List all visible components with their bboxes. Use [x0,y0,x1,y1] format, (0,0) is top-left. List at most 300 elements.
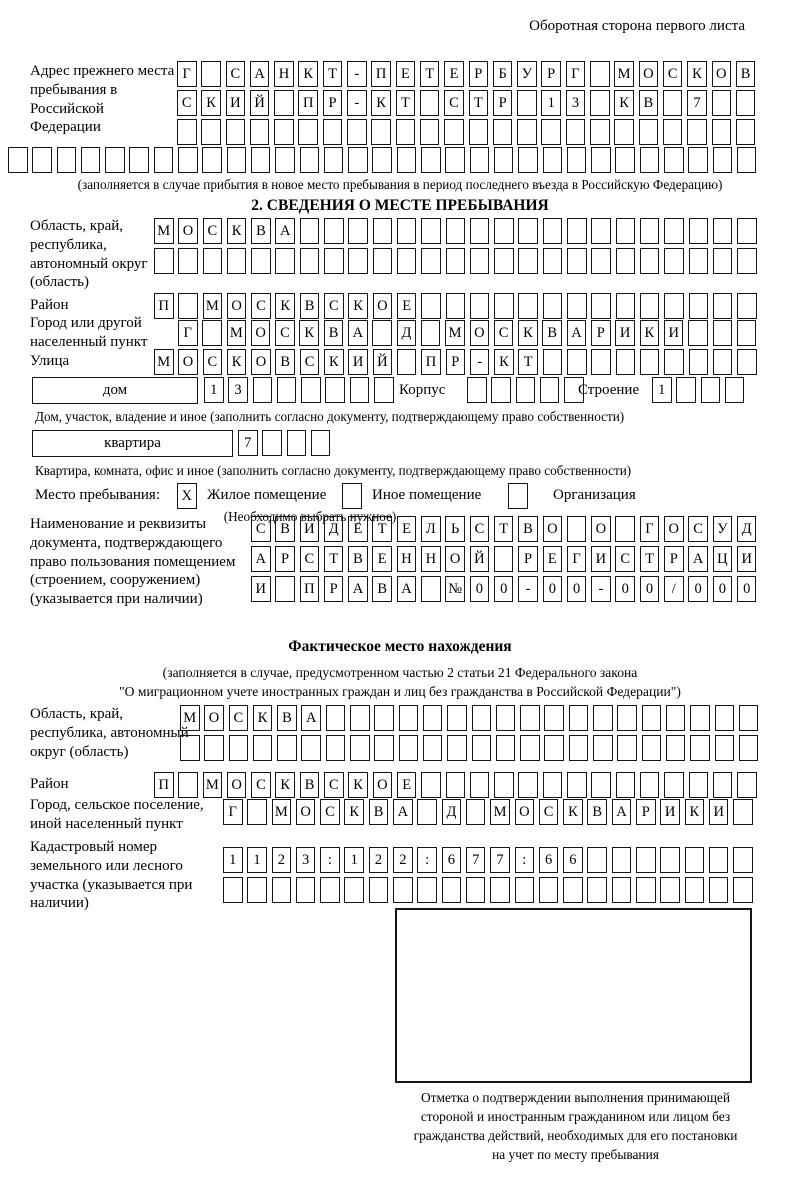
char-cell: О [227,293,247,319]
char-cell: С [470,516,490,542]
char-cell [664,147,684,173]
char-cell [591,218,611,244]
char-cell: Ц [713,546,733,572]
char-cell [397,349,417,375]
char-cell: А [275,218,295,244]
document-row-1 [251,516,761,542]
char-cell: В [639,90,659,116]
char-cell [399,705,419,731]
char-cell: 1 [247,847,267,873]
char-cell [300,147,320,173]
char-cell [640,293,660,319]
char-cell: Е [372,546,392,572]
char-cell [421,772,441,798]
char-cell [688,147,708,173]
char-cell: С [203,218,223,244]
char-cell [591,772,611,798]
char-cell [689,218,709,244]
char-cell: Р [636,799,656,825]
stroenie-row [652,377,749,403]
char-cell [664,293,684,319]
char-cell [247,877,267,903]
char-cell [725,377,745,403]
char-cell [701,377,721,403]
char-cell: В [369,799,389,825]
char-cell [567,293,587,319]
char-cell [663,90,683,116]
char-cell [262,430,282,456]
char-cell [616,248,636,274]
city-row [178,320,761,346]
char-cell [593,705,613,731]
char-cell: Р [324,576,344,602]
char-cell [733,799,753,825]
char-cell: С [444,90,464,116]
char-cell [348,218,368,244]
char-cell: 0 [567,576,587,602]
char-cell: Т [323,61,343,87]
char-cell [617,705,637,731]
char-cell: К [324,349,344,375]
stay-type-other-label: Иное помещение [372,487,482,503]
char-cell [251,147,271,173]
char-cell: А [393,799,413,825]
actual-location-note-2: "О миграционном учете иностранных граждан и лиц без гражданства в Российской Федерации") [119,684,681,699]
char-cell: - [591,576,611,602]
char-cell: К [614,90,634,116]
char-cell [616,772,636,798]
char-cell: Д [737,516,757,542]
char-cell: К [253,705,273,731]
apartment-note: Квартира, комната, офис и иное (заполнить согласно документу, подтверждающему право собственности) [35,463,632,478]
char-cell: С [663,61,683,87]
char-cell: У [517,61,537,87]
char-cell [508,483,528,509]
char-cell: С [324,293,344,319]
char-cell: И [226,90,246,116]
char-cell: М [180,705,200,731]
char-cell [423,735,443,761]
char-cell: 2 [393,847,413,873]
char-cell [348,147,368,173]
char-cell [275,576,295,602]
char-cell: А [397,576,417,602]
char-cell: С [251,772,271,798]
char-cell [247,799,267,825]
char-cell [350,735,370,761]
cadastre-row-2 [223,877,758,903]
char-cell: О [373,293,393,319]
cadastre-row-1 [223,847,758,873]
char-cell: В [275,349,295,375]
char-cell: М [445,320,465,346]
house-number-row [204,377,398,403]
char-cell: Р [275,546,295,572]
char-cell [615,516,635,542]
char-cell: Й [373,349,393,375]
char-cell: К [494,349,514,375]
char-cell: К [348,293,368,319]
stamp-area [395,908,752,1083]
char-cell: В [587,799,607,825]
char-cell: И [300,516,320,542]
char-cell: Д [442,799,462,825]
char-cell [204,735,224,761]
actual-region-label: Область, край, республика, автономный округ (область) [30,706,189,760]
actual-location-title: Фактическое место нахождения [288,638,512,655]
char-cell [275,248,295,274]
char-cell [713,349,733,375]
char-cell [617,735,637,761]
char-cell: О [543,516,563,542]
char-cell [712,90,732,116]
char-cell [287,430,307,456]
char-cell [715,705,735,731]
char-cell [639,119,659,145]
char-cell [569,705,589,731]
actual-region-row-1 [180,705,763,731]
char-cell [616,349,636,375]
char-cell [544,735,564,761]
char-cell: № [445,576,465,602]
char-cell [737,320,757,346]
char-cell [470,147,490,173]
char-cell: 0 [470,576,490,602]
char-cell [739,705,759,731]
char-cell [201,119,221,145]
city-label: Город или другой населенный пункт [30,315,148,350]
char-cell [736,119,756,145]
char-cell: X [177,483,197,509]
char-cell [229,735,249,761]
char-cell: 1 [541,90,561,116]
char-cell: 0 [615,576,635,602]
char-cell [544,705,564,731]
stamp-note-line-1: Отметка о подтверждении выполнения принимающей [420,1090,731,1105]
char-cell [470,218,490,244]
char-cell: - [518,576,538,602]
char-cell [690,735,710,761]
char-cell: Г [177,61,197,87]
document-row-3 [251,576,761,602]
stay-type-residential-checkbox [177,483,201,509]
char-cell [301,735,321,761]
char-cell: Г [566,61,586,87]
char-cell: С [275,320,295,346]
char-cell [541,119,561,145]
house-type-box: дом [32,377,198,404]
char-cell [446,218,466,244]
char-cell [444,119,464,145]
char-cell: 1 [344,847,364,873]
char-cell: 6 [563,847,583,873]
char-cell [251,248,271,274]
char-cell: К [563,799,583,825]
region-row-2 [154,248,761,274]
char-cell: Е [543,546,563,572]
char-cell: : [320,847,340,873]
char-cell [685,877,705,903]
char-cell [129,147,149,173]
char-cell: Е [396,61,416,87]
char-cell: 1 [652,377,672,403]
char-cell: А [688,546,708,572]
char-cell: И [660,799,680,825]
char-cell [713,248,733,274]
char-cell: М [614,61,634,87]
char-cell [491,377,511,403]
char-cell [496,705,516,731]
char-cell: 7 [466,847,486,873]
char-cell: 0 [737,576,757,602]
char-cell [593,735,613,761]
char-cell [300,218,320,244]
char-cell [688,320,708,346]
prev-address-note: (заполняется в случае прибытия в новое место пребывания в период последнего въезда в Российскую Федерацию) [77,177,723,192]
char-cell [543,248,563,274]
char-cell [421,293,441,319]
char-cell: С [177,90,197,116]
section2-title: 2. СВЕДЕНИЯ О МЕСТЕ ПРЕБЫВАНИЯ [251,197,549,214]
char-cell: М [203,772,223,798]
char-cell [616,293,636,319]
char-cell [344,877,364,903]
char-cell: Т [469,90,489,116]
char-cell: В [372,576,392,602]
char-cell: 2 [272,847,292,873]
char-cell [154,248,174,274]
char-cell [350,705,370,731]
char-cell [591,349,611,375]
char-cell [612,877,632,903]
actual-city-row [223,799,758,825]
char-cell [663,119,683,145]
char-cell: А [250,61,270,87]
char-cell [421,576,441,602]
stamp-note-line-3: гражданства действий, необходимых для его постановки [413,1128,738,1144]
char-cell [591,147,611,173]
char-cell [446,248,466,274]
char-cell [517,119,537,145]
char-cell: / [664,576,684,602]
prev-address-row-1 [177,61,760,87]
char-cell: А [612,799,632,825]
char-cell [374,705,394,731]
char-cell: С [226,61,246,87]
char-cell [666,705,686,731]
char-cell [539,877,559,903]
char-cell [660,847,680,873]
char-cell: Т [396,90,416,116]
char-cell [374,377,394,403]
page-header-note: Оборотная сторона первого листа [529,18,745,34]
char-cell [567,772,587,798]
char-cell: 3 [566,90,586,116]
char-cell [737,218,757,244]
char-cell: К [227,218,247,244]
char-cell [713,293,733,319]
char-cell [715,735,735,761]
char-cell [396,119,416,145]
char-cell: Т [420,61,440,87]
char-cell [324,248,344,274]
prev-address-label: Адрес прежнего места пребывания в Российской Федерации [30,63,175,136]
char-cell: К [344,799,364,825]
char-cell [350,377,370,403]
char-cell: С [615,546,635,572]
char-cell [300,248,320,274]
char-cell: 1 [223,847,243,873]
stay-type-org-checkbox [508,483,532,509]
char-cell [689,293,709,319]
char-cell: М [154,218,174,244]
char-cell: Р [446,349,466,375]
char-cell [272,877,292,903]
char-cell: В [518,516,538,542]
char-cell [543,147,563,173]
char-cell [178,248,198,274]
char-cell: С [324,772,344,798]
char-cell [737,147,757,173]
char-cell: В [736,61,756,87]
char-cell: И [591,546,611,572]
char-cell: : [515,847,535,873]
char-cell [494,147,514,173]
char-cell [737,772,757,798]
char-cell [590,119,610,145]
char-cell: П [154,772,174,798]
char-cell [636,877,656,903]
char-cell [417,799,437,825]
char-cell: - [347,61,367,87]
char-cell [713,772,733,798]
char-cell [543,772,563,798]
char-cell: Е [397,772,417,798]
char-cell [311,430,331,456]
cadastre-label: Кадастровый номер земельного или лесного участка (указывается при наличии) [30,839,193,912]
char-cell [446,293,466,319]
char-cell: 0 [494,576,514,602]
char-cell: О [227,772,247,798]
char-cell: Т [640,546,660,572]
char-cell [543,349,563,375]
char-cell: А [348,576,368,602]
char-cell: А [251,546,271,572]
char-cell [421,147,441,173]
char-cell [642,735,662,761]
char-cell: О [204,705,224,731]
char-cell [567,218,587,244]
char-cell [664,218,684,244]
char-cell [374,735,394,761]
char-cell [324,218,344,244]
char-cell: 0 [713,576,733,602]
char-cell [569,735,589,761]
char-cell: С [251,516,271,542]
char-cell: 6 [539,847,559,873]
char-cell [516,377,536,403]
char-cell: М [227,320,247,346]
char-cell [399,735,419,761]
actual-district-label: Район [30,776,69,792]
char-cell [420,90,440,116]
char-cell: Р [664,546,684,572]
char-cell: О [712,61,732,87]
char-cell [154,147,174,173]
prev-address-row-4 [8,147,761,173]
stamp-note-line-4: на учет по месту пребывания [492,1147,659,1163]
char-cell [178,147,198,173]
char-cell [737,349,757,375]
char-cell: 7 [490,847,510,873]
char-cell: Н [397,546,417,572]
char-cell: С [688,516,708,542]
char-cell [567,516,587,542]
char-cell [373,218,393,244]
apartment-type-box: квартира [32,430,233,457]
char-cell [323,119,343,145]
char-cell [253,735,273,761]
char-cell [640,218,660,244]
char-cell [348,248,368,274]
char-cell [712,119,732,145]
char-cell: К [687,61,707,87]
char-cell: У [713,516,733,542]
char-cell: - [347,90,367,116]
char-cell [518,293,538,319]
char-cell: Р [518,546,538,572]
char-cell [442,877,462,903]
char-cell [689,349,709,375]
char-cell: Р [323,90,343,116]
char-cell: В [348,546,368,572]
char-cell [250,119,270,145]
char-cell: С [251,293,271,319]
char-cell [397,218,417,244]
char-cell [8,147,28,173]
char-cell: 2 [369,847,389,873]
char-cell [587,877,607,903]
char-cell: К [518,320,538,346]
char-cell: Д [324,516,344,542]
actual-district-row [154,772,761,798]
char-cell [736,90,756,116]
stroenie-label: Строение [578,382,640,398]
char-cell [493,119,513,145]
char-cell: С [539,799,559,825]
char-cell [203,248,223,274]
char-cell [105,147,125,173]
char-cell: Т [324,546,344,572]
char-cell: С [203,349,223,375]
char-cell [226,119,246,145]
char-cell: Р [541,61,561,87]
char-cell [520,735,540,761]
char-cell: 3 [296,847,316,873]
char-cell [417,877,437,903]
district-row [154,293,761,319]
char-cell: 1 [204,377,224,403]
char-cell: Г [640,516,660,542]
char-cell: О [445,546,465,572]
char-cell [373,248,393,274]
char-cell: П [371,61,391,87]
char-cell [447,705,467,731]
char-cell: Б [493,61,513,87]
char-cell: Й [470,546,490,572]
char-cell: О [251,349,271,375]
char-cell [587,847,607,873]
